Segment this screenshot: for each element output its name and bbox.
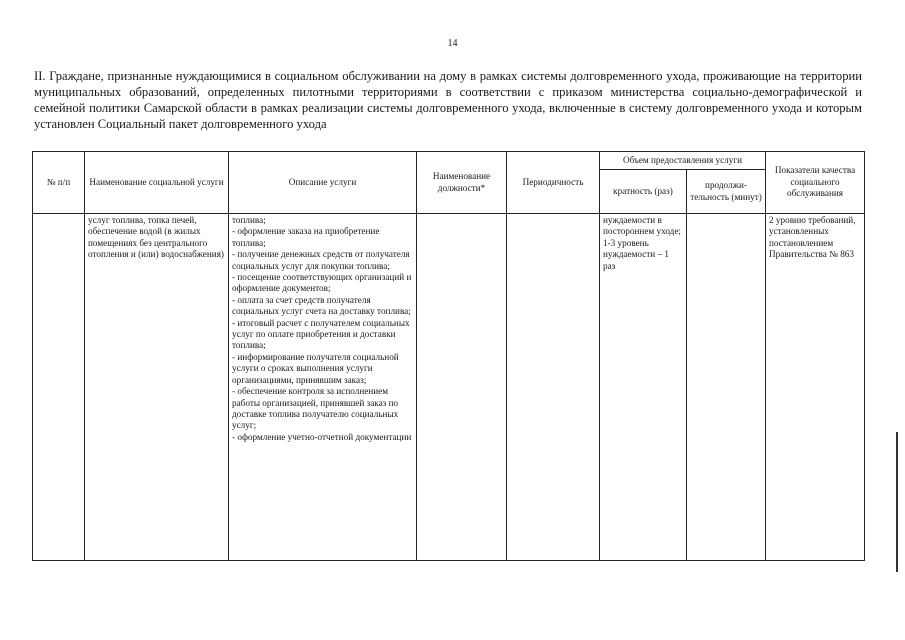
description-line: - обеспечение контроля за исполнением работы организацией, принявшей заказ по доставке топлива получателю социальных услуг;: [232, 386, 399, 431]
table-row: [33, 214, 865, 561]
cell-number: [33, 214, 85, 561]
description-line: - оформление заказа на приобретение топлива;: [232, 226, 380, 248]
description-line: - оплата за счет средств получателя социальных услуг счета на доставку топлива;: [232, 294, 411, 317]
description-line: - информирование получателя социальной услуги о сроках выполнения услуги организациями, принявшим заказ;: [232, 351, 399, 385]
header-quality: Показатели качества социального обслуживания: [766, 152, 865, 214]
header-periodicity: Периодичность: [507, 152, 600, 214]
cell-periodicity: [507, 214, 600, 561]
services-table: [32, 151, 865, 561]
description-line: - итоговый расчет с получателем социальных услуг по оплате приобретения и доставки топлива;: [232, 317, 410, 351]
header-duration: продолжи-тельность (минут): [687, 170, 766, 214]
cell-position: [417, 214, 507, 561]
description-line: - оформление учетно-отчетной документации: [232, 431, 412, 442]
cell-description: [229, 214, 417, 561]
header-service-name: Наименование социальной услуги: [85, 152, 229, 214]
header-number: № п/п: [33, 152, 85, 214]
description-line: - получение денежных средств от получателя социальных услуг для покупки топлива;: [232, 249, 410, 271]
section-heading: II. Граждане, признанные нуждающимися в социальном обслуживании на дому в рамках системы долговременного ухода, проживающие на территории муниципальных образований, определенных пилотными территориями в соответствии с приказом министерства социально-демографической и семейной политики Самарской области в рамках реализации системы долговременного ухода, включенные в систему долговременного ухода и которым установлен Социальный пакет долговременного ухода: [34, 69, 862, 131]
cell-quality: 2 уровню требований, установленных постановлением Правительства № 863: [766, 214, 865, 561]
description-line: - посещение соответствующих организаций и оформление документов;: [232, 272, 412, 294]
header-volume-group: Объем предоставления услуги: [600, 152, 766, 170]
header-position: Наименование должности*: [417, 152, 507, 214]
header-description: Описание услуги: [229, 152, 417, 214]
scan-edge-mark: [896, 432, 898, 572]
cell-multiplicity: нуждаемости в постороннем уходе; 1-3 уровень нуждаемости – 1 раз: [600, 214, 687, 561]
cell-service-name: услуг топлива, топка печей, обеспечение водой (в жилых помещениях без центрального отопления и (или) водоснабжения): [85, 214, 229, 561]
description-line: топлива;: [232, 215, 266, 225]
cell-duration: [687, 214, 766, 561]
header-multiplicity: кратность (раз): [600, 170, 687, 214]
page-number: 14: [447, 38, 458, 49]
